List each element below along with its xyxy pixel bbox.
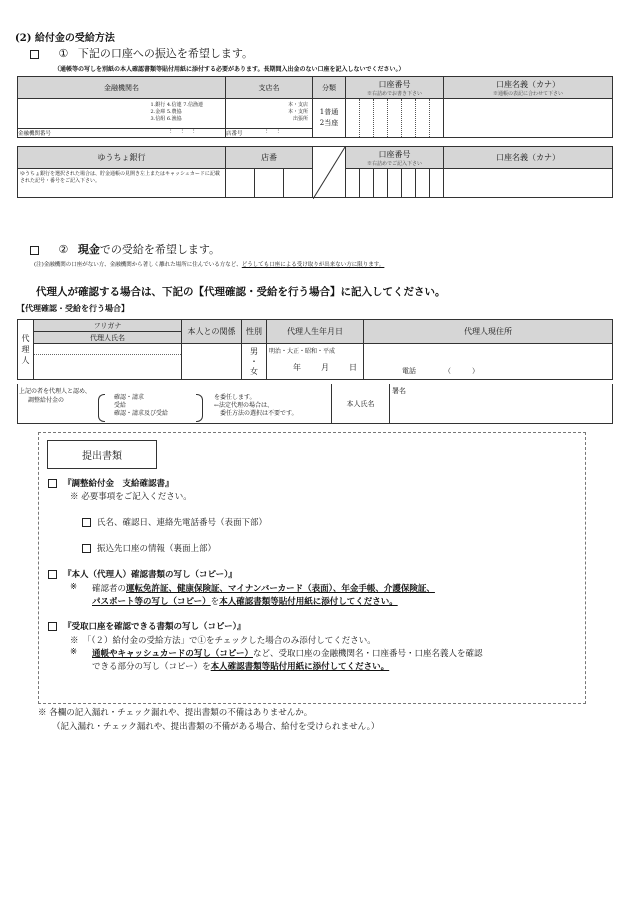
delegation-choices[interactable]: 確認・請求 受給 確認・請求及び受給 [114,394,169,417]
doc-item1-note: ※ 必要事項をご記入ください。 [70,492,192,502]
doc-item2-checkbox[interactable] [48,570,57,579]
delegation-right: を委任します。 ←法定代理の場合は、 委任方法の選択は不要です。 [214,394,298,417]
proxy-relation-header: 本人との関係 [182,320,242,344]
proxy-relation-field[interactable] [182,344,242,380]
proxy-address-field[interactable]: 電話 （ ） [364,344,613,380]
doc-item2-mark: ※ [70,582,78,592]
doc-item1-checkbox[interactable] [48,479,57,488]
proxy-name-field[interactable] [34,344,182,380]
yucho-col-bank: ゆうちょ銀行 [18,147,226,169]
inst-type-3: 3.信組 6.漁協 [150,116,182,122]
doc-item3-note1: ※ 「（２）給付金の受給方法」で①をチェックした場合のみ添付してください。 [70,636,376,646]
yucho-table [17,146,613,198]
branch-type-3: 出張所 [292,116,308,122]
yucho-col-account: 口座番号 ※右詰めでご記入下さい [346,147,444,169]
doc-item3: 『受取口座を確認できる書類の写し（コピー）』 [48,620,245,632]
proxy-gender-field[interactable]: 男 ・ 女 [242,344,267,380]
account-holder-field[interactable] [444,99,613,138]
option1-note: （通帳等の写しを別紙の本人確認書類等貼付用紙に添付する必要があります。長期間入出金のない口座を記入しないでください。） [54,66,405,73]
docs-title-box [47,440,157,469]
inst-code-field[interactable]: 金融機関番号 ⋮⋮⋮ [18,129,226,138]
proxy-label: 【代理確認・受給を行う場合】 [17,303,129,313]
footer-line1: ※ 各欄の記入漏れ・チェック漏れや、提出書類の不備はありませんか。 [38,708,313,718]
proxy-gender-header: 性別 [242,320,267,344]
delegation-line2: 調整給付金の [28,397,65,404]
branch-type-1: 本・支店 [287,102,308,108]
category-field[interactable]: 1普通 2当座 [313,99,346,138]
col-category: 分類 [313,77,346,99]
col-holder: 口座名義（カナ） ※通帳の表記に合わせて下さい [444,77,613,99]
yucho-branch-field[interactable] [226,169,313,198]
right-brace [196,394,203,422]
doc-item1-sub1: 氏名、確認日、連絡先電話番号（表面下部） [82,516,267,528]
proxy-heading: 代理人が確認する場合は、下記の【代理確認・受給を行う場合】に記入してください。 [36,286,446,298]
left-brace [98,394,105,422]
proxy-birth-field[interactable]: 明治・大正・昭和・平成 年 月 日 [267,344,364,380]
option2-number: ② [58,243,69,256]
doc-item2: 『本人（代理人）確認書類の写し（コピー）』 [48,568,237,580]
option2-checkbox[interactable] [30,246,39,255]
slash-line [313,147,345,199]
bank-table [17,76,613,138]
doc-item2-line2: パスポート等の写し（コピー）を本人確認書類等貼付用紙に添付してください。 [92,597,398,607]
col-institution: 金融機関名 [18,77,226,99]
yucho-col-holder: 口座名義（カナ） [444,147,613,169]
branch-type-2: 本・支所 [287,109,308,115]
doc-item1-sub2: 振込先口座の情報（裏面上部） [82,542,216,554]
branch-code-field[interactable]: 店番号 ⋮⋮ [226,129,313,138]
yucho-slash-cell [313,147,346,198]
section-title: (2) 給付金の受給方法 [15,33,115,44]
option1-checkbox[interactable] [30,50,39,59]
delegation-box [17,384,613,424]
footer-line2: （記入漏れ・チェック漏れや、提出書類の不備がある場合、給付を受けられません。） [52,722,380,732]
proxy-furigana-header: フリガナ [34,320,182,332]
principal-name-label: 本人氏名 [331,384,390,423]
yucho-col-branch: 店番 [226,147,313,169]
signature-label: 署名 [392,387,406,395]
option1-number: ① [58,47,69,60]
docs-title: 提出書類 [82,451,122,462]
yucho-note: ゆうちょ銀行を選択された場合は、貯金通帳の見開き左上またはキャッシュカードに記載された記号・番号をご記入下さい。 [18,169,226,198]
option2-title: での受給を希望します。 [99,243,220,256]
option2-row [30,241,220,257]
option1-title: 下記の口座への振込を希望します。 [77,47,253,60]
inst-type-2: 2.金庫 5.農協 [150,109,182,115]
col-branch: 支店名 [226,77,313,99]
proxy-birth-header: 代理人生年月日 [267,320,364,344]
doc-item1-sub2-checkbox[interactable] [82,544,91,553]
delegation-line1: 上記の者を代理人と認め、 [19,388,91,395]
yucho-account-field[interactable] [346,169,444,198]
branch-name-field[interactable] [226,99,313,129]
option1-row [30,45,253,61]
option2-note: (注)金融機関の口座がない方、金融機関から著しく離れた場所に住んでいる方など、どうしても口座による受け取りが出来ない方に限ります。 [34,262,385,268]
doc-item1-sub1-checkbox[interactable] [82,518,91,527]
doc-item3-checkbox[interactable] [48,622,57,631]
inst-type-1: 1.銀行 4.信連 7.信漁連 [150,102,203,108]
proxy-address-header: 代理人現住所 [364,320,613,344]
proxy-name-header: 代理人氏名 [34,332,182,344]
doc-item3-line1: 通帳やキャッシュカードの写し（コピー）など、受取口座の金融機関名・口座番号・口座名義人を確認 [92,649,483,659]
doc-item1: 『調整給付金 支給確認書』 [48,477,174,489]
doc-item3-mark: ※ [70,647,78,657]
proxy-table [17,319,613,380]
institution-name-field[interactable] [18,99,226,129]
col-account: 口座番号 ※右詰めでお書き下さい [346,77,444,99]
proxy-side-label: 代理人 [18,320,34,380]
yucho-holder-field[interactable] [444,169,613,198]
option2-title-bold: 現金 [77,243,100,256]
doc-item3-line2: できる部分の写し（コピー）を本人確認書類等貼付用紙に添付してください。 [92,662,390,672]
doc-item2-line1: 確認者の運転免許証、健康保険証、マイナンバーカード（表面）、年金手帳、介護保険証、 [92,584,435,594]
account-number-field[interactable] [346,99,444,138]
